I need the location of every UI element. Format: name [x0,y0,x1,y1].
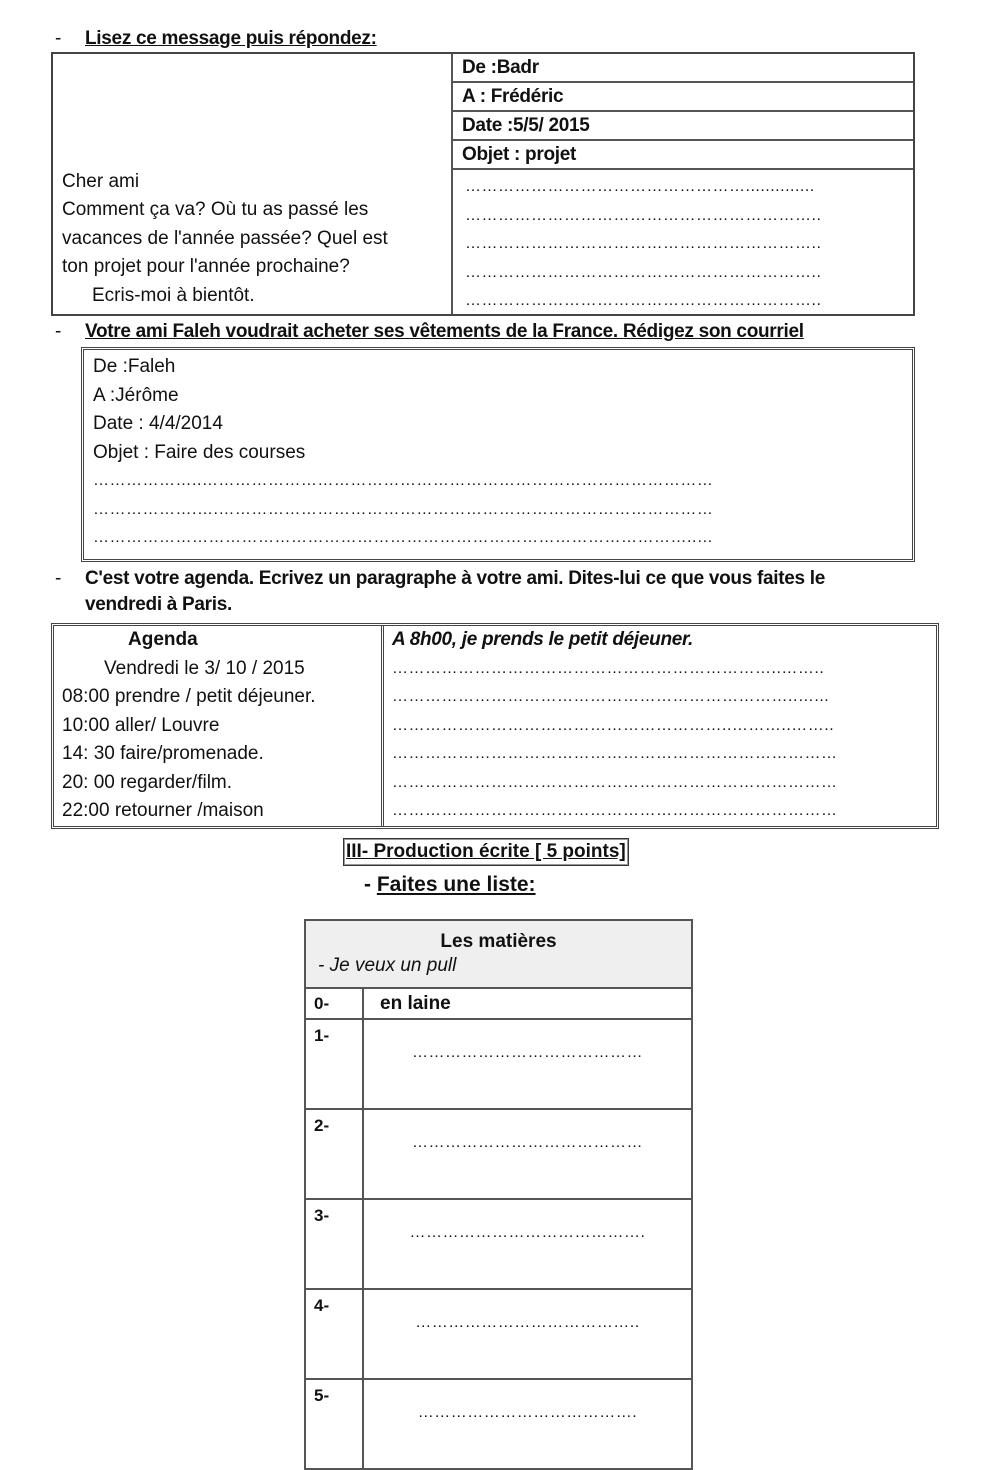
list-row [305,1199,692,1289]
list-table-title: Les matières [440,931,557,952]
message-line: Comment ça va? Où tu as passé les [62,199,369,220]
row-value: en laine [363,988,692,1019]
paragraph-cell [384,626,936,826]
list-table-subtitle: - Je veux un pull [318,955,457,976]
answer-line[interactable]: ……………………………………………………………………… [392,745,838,762]
message-line: Ecris-moi à bientôt. [92,284,255,306]
row-number: 0- [305,988,363,1019]
agenda-cell [54,626,384,826]
instruction-3: - C'est votre agenda. Ecrivez un paragraphe à votre ami. Dites-lui ce que vous faites le vendredi à Paris. [55,566,945,618]
instruction-1: - Lisez ce message puis répondez: [55,28,377,49]
list-table-header [305,920,692,988]
row-number: 4- [305,1289,363,1379]
agenda-item: 10:00 aller/ Louvre [62,714,220,736]
instruction-2-text: Votre ami Faleh voudrait acheter ses vêtements de la France. Rédigez son courriel [85,321,804,342]
reply-cell [453,54,913,314]
list-row [305,1019,692,1109]
field-to: A : Frédéric [453,83,913,112]
row-answer[interactable]: …………………………………… [363,1019,692,1109]
row-answer[interactable]: …………………………………… [363,1109,692,1199]
email-box [81,347,915,562]
field-from: De :Badr [453,54,913,83]
row-answer[interactable]: …………………………………. [363,1379,692,1469]
list-row [305,988,692,1019]
message-cell [53,54,453,314]
answer-line[interactable]: ……………………………………………………….. [465,263,822,281]
answer-line[interactable]: ……………………………………………………………..…….. [392,659,825,677]
answer-line[interactable]: ……………………………………………………..………..…….. [392,716,835,734]
message-body [62,168,388,311]
email-date: Date : 4/4/2014 [93,413,223,434]
list-row [305,1109,692,1199]
instruction-4 [364,871,536,899]
email-to: A :Jérôme [93,384,179,406]
row-number: 2- [305,1109,363,1199]
answer-line[interactable]: ……………….….……………………………………………………………………………… [93,500,714,518]
row-answer[interactable]: ……………………………………. [363,1199,692,1289]
instruction-4-text: Faites une liste: [376,873,536,896]
answer-line[interactable]: …………………………………………….............. [465,178,815,195]
answer-line[interactable]: ………………………………………………………………..…... [392,688,830,705]
instruction-2: - Votre ami Faleh voudrait acheter ses vêtements de la France. Rédigez son courriel [55,321,804,342]
list-row [305,1289,692,1379]
row-number: 1- [305,1019,363,1109]
instruction-3-line2: vendredi à Paris. [85,594,232,615]
instruction-3-line1: C'est votre agenda. Ecrivez un paragraphe à votre ami. Dites-lui ce que vous faites le [85,568,826,589]
answer-line[interactable]: ……………………………………………………….. [465,292,822,309]
agenda-item: 20: 00 regarder/film. [62,771,233,793]
message-line: ton projet pour l'année prochaine? [62,256,350,277]
row-number: 3- [305,1199,363,1289]
section-title: III- Production écrite [ 5 points] [343,838,629,866]
message-line: vacances de l'année passée? Quel est [62,227,388,249]
answer-line[interactable]: ……………………………………………………………………… [392,773,838,791]
answer-line[interactable]: ………………………………………………………………………………………………..… [93,529,714,546]
answer-line[interactable]: ……………………………………………………….. [465,235,822,252]
agenda-date: Vendredi le 3/ 10 / 2015 [104,657,305,679]
agenda-item: 08:00 prendre / petit déjeuner. [62,686,316,707]
answer-line[interactable]: ……………………………………………………………………… [392,802,838,819]
agenda-title: Agenda [128,629,198,650]
email-subject: Objet : Faire des courses [93,441,306,463]
list-row [305,1379,692,1469]
example-sentence: A 8h00, je prends le petit déjeuner. [392,629,694,650]
instruction-1-text: Lisez ce message puis répondez: [85,28,377,49]
email-from: De :Faleh [93,356,176,377]
row-answer[interactable]: ………………………………….. [363,1289,692,1379]
field-subject: Objet : projet [453,141,913,170]
list-table [304,919,693,1470]
message-line: Cher ami [62,170,140,192]
instruction-4-dash: - [364,873,377,896]
agenda-table [51,623,939,829]
agenda-item: 14: 30 faire/promenade. [62,743,264,764]
field-date: Date :5/5/ 2015 [453,112,913,141]
message-table [51,52,915,316]
row-number: 5- [305,1379,363,1469]
agenda-item: 22:00 retourner /maison [62,800,264,821]
answer-line[interactable]: ………………..………………………………………………………………………………… [93,472,714,489]
answer-line[interactable]: ……………………………………………………….. [465,206,822,224]
